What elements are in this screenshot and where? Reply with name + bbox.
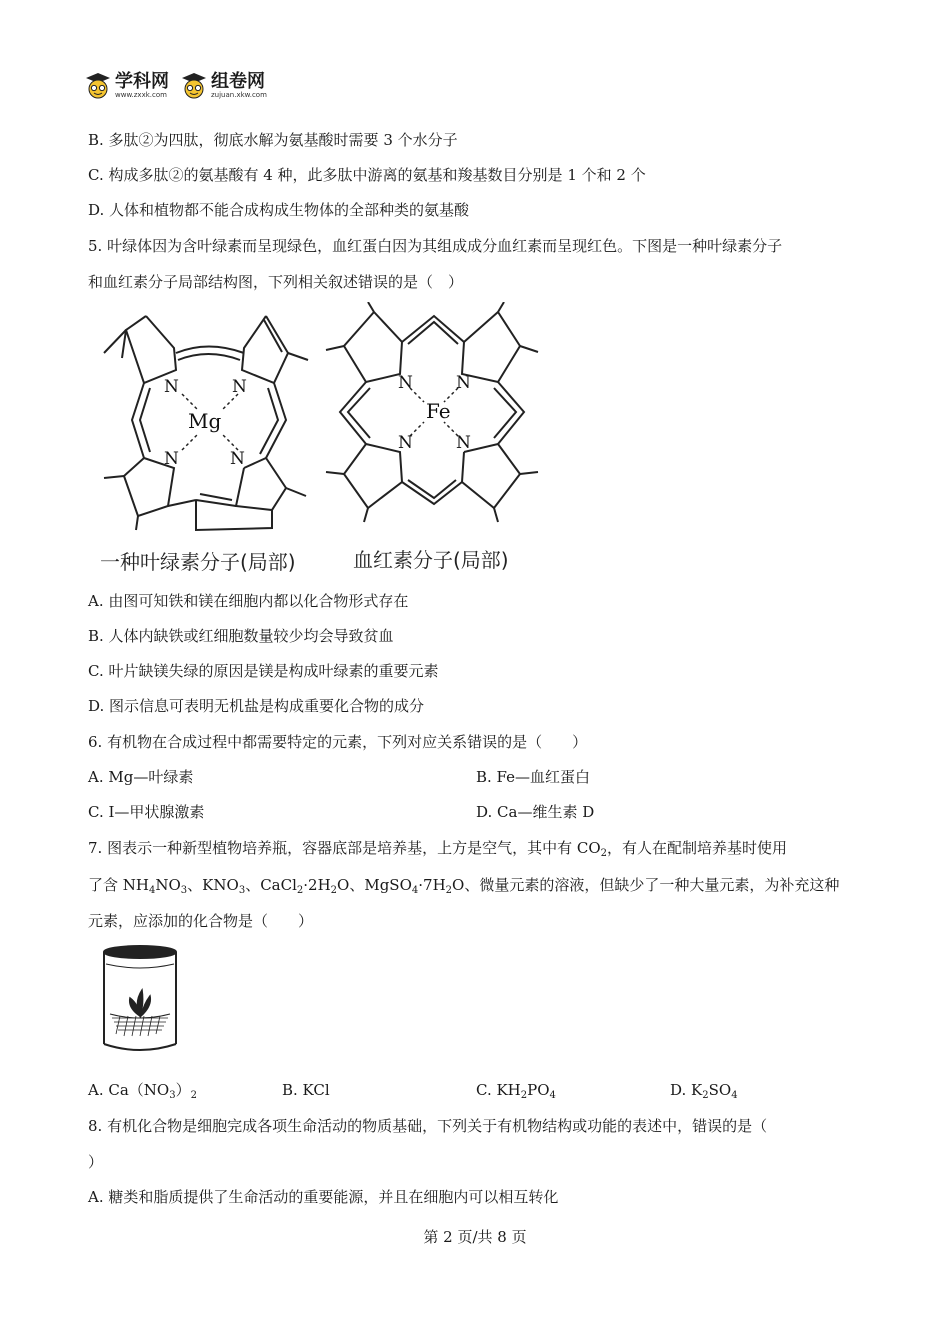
q7-stem-line1	[88, 838, 787, 858]
heme-caption: 血红素分子(局部)	[353, 548, 509, 572]
page-footer: 第 2 页/共 8 页	[423, 1228, 527, 1246]
q7-stem-line3: 元素，应添加的化合物是（ ）	[88, 912, 314, 930]
q8-stem-line2: ）	[88, 1153, 104, 1171]
atom-n-label: N	[230, 449, 245, 469]
logo-title: 组卷网	[211, 71, 265, 92]
q7-text: 、KNO	[187, 876, 239, 894]
subscript: 4	[731, 1090, 738, 1101]
q6-option-b: B. Fe—血红蛋白	[476, 768, 591, 786]
header-logos	[85, 68, 267, 104]
mascot-icon	[85, 72, 111, 100]
subscript: 2	[600, 848, 608, 859]
q4-option-c: C. 构成多肽②的氨基酸有 4 种，此多肽中游离的氨基和羧基数目分别是 1 个和 2 个	[88, 166, 646, 184]
q7-text: 7. 图表示一种新型植物培养瓶，容器底部是培养基，上方是空气，其中有 CO	[88, 839, 601, 857]
q7-text: ·2H	[303, 876, 331, 894]
chlorophyll-caption: 一种叶绿素分子(局部)	[100, 550, 296, 574]
q7-option-text: PO	[527, 1081, 550, 1099]
q7-option-d	[670, 1080, 738, 1100]
q7-text: O、MgSO	[337, 876, 412, 894]
q7-text: O、微量元素的溶液，但缺少了一种大量元素，为补充这种	[452, 876, 840, 894]
q7-option-c	[476, 1080, 556, 1100]
subscript: 2	[296, 885, 304, 896]
heme-structure-figure	[322, 302, 544, 524]
q7-text: NO	[155, 876, 181, 894]
q6-stem: 6. 有机物在合成过程中都需要特定的元素，下列对应关系错误的是（ ）	[88, 733, 588, 751]
q7-text: 、CaCl	[245, 876, 297, 894]
q7-text: ·7H	[418, 876, 446, 894]
atom-n-label: N	[164, 449, 179, 469]
q7-option-text: D. K	[670, 1081, 703, 1099]
metal-center-label: Mg	[188, 409, 222, 433]
subscript: 2	[702, 1090, 709, 1101]
q6-option-c: C. I—甲状腺激素	[88, 803, 205, 821]
logo-title: 学科网	[115, 71, 169, 92]
q8-option-a: A. 糖类和脂质提供了生命活动的重要能源，并且在细胞内可以相互转化	[88, 1188, 559, 1206]
subscript: 2	[330, 885, 338, 896]
q7-option-text: A. Ca（NO	[88, 1081, 170, 1099]
subscript: 3	[180, 885, 188, 896]
q4-option-d: D. 人体和植物都不能合成构成生物体的全部种类的氨基酸	[88, 201, 470, 219]
culture-bottle-figure	[100, 944, 180, 1056]
q7-option-b: B. KCl	[282, 1081, 330, 1099]
atom-n-label: N	[398, 373, 413, 393]
q5-option-a: A. 由图可知铁和镁在细胞内都以化合物形式存在	[88, 592, 409, 610]
q5-option-b: B. 人体内缺铁或红细胞数量较少均会导致贫血	[88, 627, 394, 645]
subscript: 3	[238, 885, 246, 896]
q7-option-text: C. KH	[476, 1081, 521, 1099]
mascot-icon	[181, 72, 207, 100]
subscript: 4	[411, 885, 419, 896]
atom-n-label: N	[456, 433, 471, 453]
logo-url: zujuan.xkw.com	[211, 91, 267, 99]
q7-option-text: SO	[708, 1081, 732, 1099]
chlorophyll-structure-figure	[96, 308, 316, 536]
q5-stem-line2: 和血红素分子局部结构图，下列相关叙述错误的是（ ）	[88, 273, 464, 291]
logo-zujuan	[181, 72, 267, 100]
q6-option-a: A. Mg—叶绿素	[88, 768, 194, 786]
q4-option-b: B. 多肽②为四肽，彻底水解为氨基酸时需要 3 个水分子	[88, 131, 458, 149]
q5-option-c: C. 叶片缺镁失绿的原因是镁是构成叶绿素的重要元素	[88, 662, 439, 680]
q7-option-a	[88, 1080, 197, 1100]
q7-option-text: ）	[175, 1081, 191, 1099]
subscript: 2	[445, 885, 453, 896]
atom-n-label: N	[164, 377, 179, 397]
atom-n-label: N	[456, 373, 471, 393]
subscript: 3	[169, 1090, 176, 1101]
logo-zxxk	[85, 72, 169, 100]
metal-center-label: Fe	[426, 399, 451, 423]
q5-stem-line1: 5. 叶绿体因为含叶绿素而呈现绿色，血红蛋白因为其组成成分血红素而呈现红色。下图是一种叶绿素分子	[88, 237, 783, 255]
q8-stem-line1: 8. 有机化合物是细胞完成各项生命活动的物质基础，下列关于有机物结构或功能的表述中，错误的是（	[88, 1117, 768, 1135]
subscript: 4	[148, 885, 156, 896]
atom-n-label: N	[398, 433, 413, 453]
logo-url: www.zxxk.com	[115, 91, 167, 99]
q6-option-d: D. Ca—维生素 D	[476, 803, 595, 821]
q7-text: 了含 NH	[88, 876, 149, 894]
q7-stem-line2	[88, 875, 839, 895]
subscript: 2	[520, 1090, 528, 1101]
q7-text: ，有人在配制培养基时使用	[607, 839, 788, 857]
q5-option-d: D. 图示信息可表明无机盐是构成重要化合物的成分	[88, 697, 425, 715]
subscript: 4	[549, 1090, 556, 1101]
atom-n-label: N	[232, 377, 247, 397]
subscript: 2	[190, 1090, 197, 1101]
